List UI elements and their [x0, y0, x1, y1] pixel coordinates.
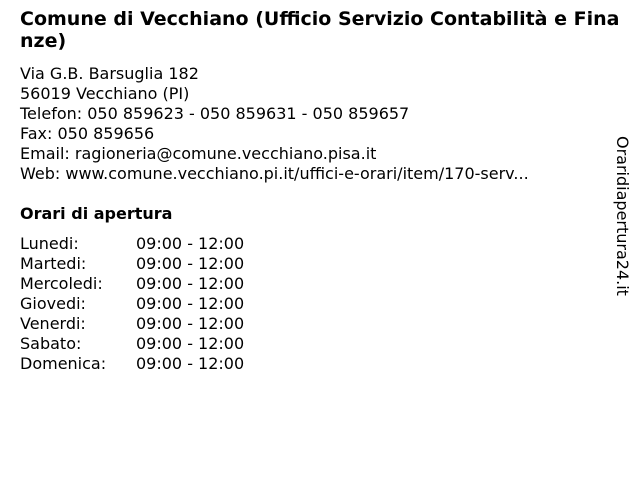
time-value: 09:00 - 12:00 — [136, 314, 245, 333]
time-value: 09:00 - 12:00 — [136, 234, 245, 253]
time-value: 09:00 - 12:00 — [136, 274, 245, 293]
hours-row-thursday — [20, 294, 244, 314]
day-label: Sabato: — [20, 334, 82, 353]
day-label: Domenica: — [20, 354, 107, 373]
contact-info — [20, 64, 600, 184]
fax-line: Fax: 050 859656 — [20, 124, 155, 143]
email-line[interactable]: Email: ragioneria@comune.vecchiano.pisa.it — [20, 144, 377, 163]
time-value: 09:00 - 12:00 — [136, 254, 245, 273]
hours-row-friday — [20, 314, 244, 334]
address-line: Via G.B. Barsuglia 182 — [20, 64, 199, 83]
phone-line: Telefon: 050 859623 - 050 859631 - 050 859657 — [20, 104, 410, 123]
page-title: Comune di Vecchiano (Ufficio Servizio Contabilità e Finanze) — [20, 8, 620, 52]
web-line[interactable]: Web: www.comune.vecchiano.pi.it/uffici-e-orari/item/170-serv... — [20, 164, 529, 183]
hours-row-wednesday — [20, 274, 244, 294]
hours-row-sunday — [20, 354, 244, 374]
opening-hours-table — [20, 234, 244, 374]
hours-row-monday — [20, 234, 244, 254]
day-label: Venerdi: — [20, 314, 86, 333]
time-value: 09:00 - 12:00 — [136, 354, 245, 373]
site-watermark: Oraridiapertura24.it — [613, 136, 632, 296]
day-label: Martedi: — [20, 254, 87, 273]
opening-hours-heading: Orari di apertura — [20, 204, 173, 223]
day-label: Giovedi: — [20, 294, 86, 313]
city-line: 56019 Vecchiano (PI) — [20, 84, 190, 103]
hours-row-saturday — [20, 334, 244, 354]
hours-row-tuesday — [20, 254, 244, 274]
day-label: Lunedi: — [20, 234, 79, 253]
time-value: 09:00 - 12:00 — [136, 334, 245, 353]
time-value: 09:00 - 12:00 — [136, 294, 245, 313]
day-label: Mercoledi: — [20, 274, 103, 293]
